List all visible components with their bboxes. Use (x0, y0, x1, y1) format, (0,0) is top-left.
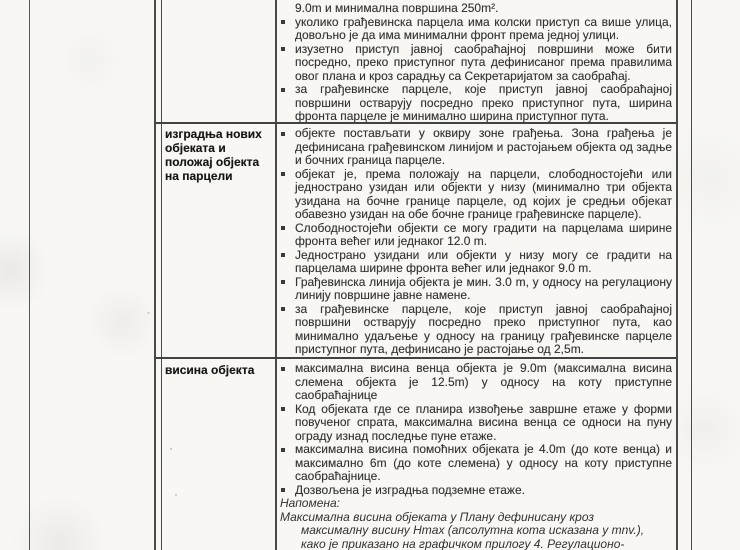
bullet-item: уколико грађевинска парцела има колски приступ са више улица, довољно је да има минимални фронт према једној улици. (280, 16, 672, 43)
bullet-item: Једнострано узидани или објекти у низу могу се градити на парцелама ширине фронта већег или једнаког 9.0 m. (280, 249, 672, 276)
note-block (280, 497, 672, 550)
bullet-item: Код објеката где се планира извођење завршне етаже у форми повученог спрата, максимална висина венца се односи на пуну ограду изнад последње пуне етаже. (280, 403, 672, 444)
bullet-icon (281, 132, 285, 136)
bullet-item: за грађевинске парцеле, које приступ јавној саобраћајној површини остварују посредно преко приступног пута, ширина фронта парцеле је минимално ширина приступног пута. (280, 83, 672, 122)
bullet-item: максимална висина помоћних објеката је 4.0m (до коте венца) и максимално 6m (до коте слемена) у односу на коту приступне саобраћајнице. (280, 443, 672, 484)
note-heading: Напомена: (280, 496, 340, 510)
table-border-row-divider-2 (154, 357, 677, 359)
table-border-label-left-b (161, 0, 163, 550)
row-label-building-height: висина објекта (165, 363, 255, 377)
bullet-item: Слободностојећи објекти се могу градити на парцелама ширине фронта већег или једнаког 12.0 m. (280, 222, 672, 249)
bullet-icon (281, 226, 285, 230)
bullet-item: објекте постављати у оквиру зоне грађења. Зона грађења је дефинисана грађевинском линијом и растојањем објекта од задње и бочних граница парцеле. (280, 127, 672, 168)
note-line: како је приказано на графичком прилогу 4. Регулационо- (301, 536, 625, 550)
bullet-icon (281, 88, 285, 92)
table-border-row-divider-1 (154, 122, 677, 124)
table-border-content-right (676, 0, 678, 550)
bullet-icon (281, 448, 285, 452)
bullet-item: Грађевинска линија објекта је мин. 3.0 m, у односу на регулациону линију површине јавне намене. (280, 276, 672, 303)
bullet-icon (281, 280, 285, 284)
bullet-icon (281, 172, 285, 176)
row-label-new-construction: изградња нових објеката и положај објекта на парцели (165, 127, 262, 183)
bullet-icon (281, 307, 285, 311)
bullet-icon (281, 407, 285, 411)
bullet-icon (281, 488, 285, 492)
cell-new-construction-content (280, 127, 672, 356)
cell-building-height-content (280, 362, 672, 550)
bullet-icon (281, 47, 285, 51)
table-border-label-left-a (154, 0, 156, 550)
continuation-line: 9.0m и минимална површина 250m². (295, 2, 499, 15)
note-line: Максимална висина објеката у Плану дефинисану кроз (280, 509, 594, 524)
table-border-outer-right (691, 0, 693, 550)
bullet-item: изузетно приступ јавној саобраћајној површини може бити посредно, преко приступног пута дефинисаног према правилима овог плана и кроз сарадњу са Секретаријатом за саобраћај. (280, 43, 672, 84)
cell-continued-content (280, 2, 672, 122)
note-line: максималну висину Hmax (апсолутна кота исказана у mnv.), (301, 523, 645, 537)
bullet-item: објекат је, према положају на парцели, слободностојећи или једнострано узидан или објекти у низу (минимално три објекта узидана на бочне границе парцеле, од којих је средњи објекат обавезно узидан на обе бочне границе грађевинске парцеле). (280, 168, 672, 222)
bullet-icon (281, 367, 285, 371)
scan-speck (147, 312, 150, 314)
bullet-item: за грађевинске парцеле, које приступ јавној саобраћајној површини остварују посредно преко приступног пута, као минимално удаљење у односу на границу грађевинске парцеле приступног пута, дефинисано је растојање од 2,5m. (280, 303, 672, 357)
bullet-item: Дозвољена је изградња подземне етаже. (280, 484, 672, 498)
bullet-icon (281, 20, 285, 24)
table-border-column-divider (275, 0, 277, 550)
table-border-outer-left (29, 0, 31, 550)
bullet-icon (281, 253, 285, 257)
bullet-item: максимална висина венца објекта је 9.0m (максимална висина слемена објекта је 12.5m) у односу на коту приступне саобраћајнице (280, 362, 672, 403)
